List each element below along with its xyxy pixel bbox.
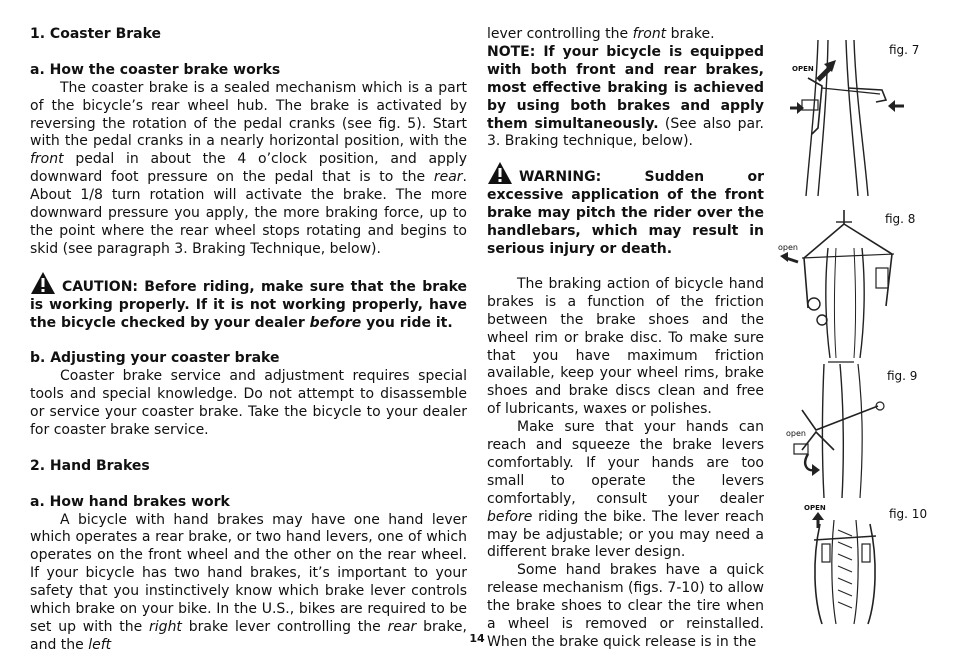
middle-column bbox=[487, 26, 764, 652]
open-label: open bbox=[778, 243, 798, 252]
figure-10-brake-illustration bbox=[800, 500, 890, 625]
note-both-brakes: NOTE: If your bicycle is equipped with both front and rear brakes, most effective braking is achieved by using both brakes and apply them simultaneously. (See also par. 3. Braking technique, below). bbox=[487, 43, 764, 150]
subheading-how-coaster-works: a. How the coaster brake works bbox=[30, 61, 281, 78]
figure-7-label: fig. 7 bbox=[889, 43, 920, 57]
figure-9-brake-illustration bbox=[782, 360, 892, 500]
figure-8-label: fig. 8 bbox=[885, 212, 916, 226]
paragraph-continuation: lever controlling the front brake. bbox=[487, 26, 715, 42]
open-label: OPEN bbox=[804, 504, 826, 512]
heading-coaster-brake: 1. Coaster Brake bbox=[30, 26, 162, 42]
paragraph-hand-brakes: A bicycle with hand brakes may have one hand lever which operates a rear brake, or two hand levers, one of which operates on the front wheel and the other on the rear wheel. If your bicycle has two hand brakes, it’s important to your safety that you instinctively know which brake lever controls which brake on your bike. In the U.S., bikes are required to be set up with the right brake lever controlling the rear brake, and the left bbox=[30, 511, 467, 653]
paragraph-braking-friction: The braking action of bicycle hand brakes is a function of the friction between the brake shoes and the wheel rim or brake disc. To make sure that you have maximum friction available, keep your wheel rims, brake shoes and brake discs clean and free of lubricants, waxes or polishes. bbox=[487, 275, 764, 418]
left-column bbox=[30, 26, 467, 655]
paragraph-quick-release: Some hand brakes have a quick release mechanism (figs. 7-10) to allow the brake shoes to clear the tire when a wheel is removed or reinstalled. When the brake quick release is in the bbox=[487, 562, 764, 650]
open-label: open bbox=[786, 429, 806, 438]
figure-8-brake-illustration bbox=[774, 208, 914, 358]
paragraph-coaster-mechanism: The coaster brake is a sealed mechanism which is a part of the bicycle’s rear wheel hub. The brake is activated by reversing the rotation of the pedal cranks (see fig. 5). Start with the pedal cranks in a nearly horizontal position, with the front pedal in about the 4 o’clock position, and apply downward foot pressure on the pedal that is to the rear. About 1/8 turn rotation will activate the brake. The more downward pressure you apply, the more braking force, up to the point where the rear wheel stops rotating and begins to skid (see paragraph 3. Braking Technique, below). bbox=[30, 79, 467, 257]
caution-coaster-brake: CAUTION: Before riding, make sure that the brake is working properly. If it is not working properly, have the bicycle checked by your dealer before you ride it. bbox=[30, 271, 467, 333]
figure-9-label: fig. 9 bbox=[887, 369, 918, 383]
paragraph-coaster-service: Coaster brake service and adjustment requires special tools and special knowledge. Do not attempt to disassemble or service your coaster brake. Take the bicycle to your dealer for coaster brake service. bbox=[30, 368, 467, 438]
heading-hand-brakes: 2. Hand Brakes bbox=[30, 457, 150, 474]
subheading-how-hand-brakes-work: a. How hand brakes work bbox=[30, 493, 230, 510]
warning-triangle-icon bbox=[30, 271, 56, 295]
page-number: 14 bbox=[469, 632, 485, 645]
paragraph-hand-reach: Make sure that your hands can reach and squeeze the brake levers comfortably. If your hands are too small to operate the levers comfortably, consult your dealer before riding the bike. The lever reach may be adjustable; or you may need a different brake lever design. bbox=[487, 419, 764, 561]
subheading-adjusting-coaster: b. Adjusting your coaster brake bbox=[30, 350, 280, 367]
warning-triangle-icon bbox=[487, 161, 513, 185]
warning-front-brake: WARNING: Sudden or excessive application of the front brake may pitch the rider over the handlebars, which may result in serious injury or death. bbox=[487, 161, 764, 259]
figure-7-brake-illustration bbox=[788, 38, 908, 198]
figure-10-label: fig. 10 bbox=[889, 507, 928, 521]
open-label: OPEN bbox=[792, 65, 814, 73]
